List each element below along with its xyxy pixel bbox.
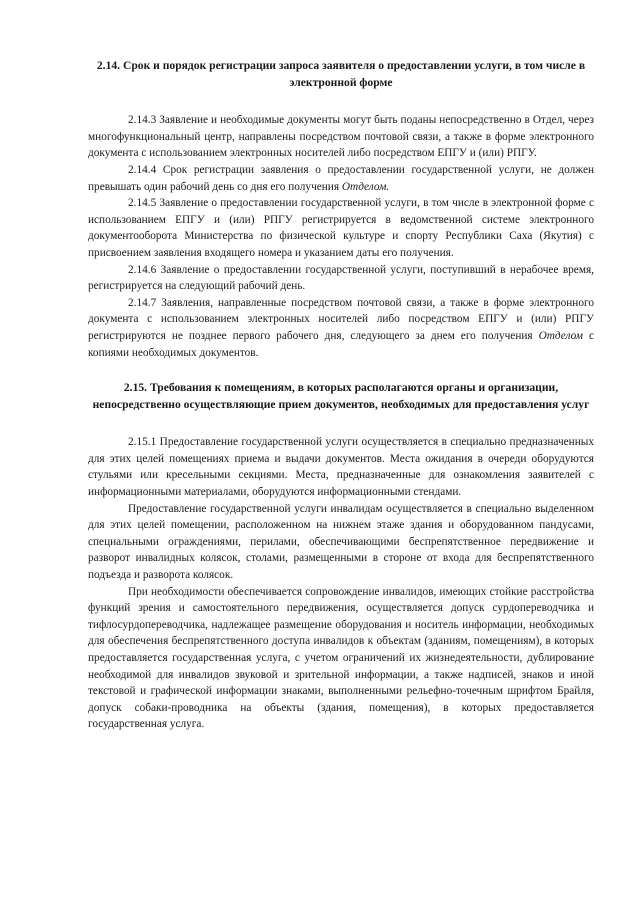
paragraph-text: Заявления, направленные посредством почтовой связи, а также в форме электронного документа с использованием электронных носителей либо посредством ЕПГУ и (или) РПГУ регистрируются не позднее первого рабочего дня, следующего за днем его получения: [88, 296, 595, 342]
paragraph-text: Предоставление государственной услуги осуществляется в специально предназначенных для этих целей помещениях приема и выдачи документов. Места ожидания в очереди оборудуются стульями или кресельными секциями. Места, предназначенные для ознакомления заявителей с информационными материалами, оборудуются информационными стендами.: [88, 436, 594, 499]
paragraph-number: 2.14.7: [128, 296, 157, 309]
paragraph-number: 2.15.1: [128, 436, 157, 449]
paragraph-number: 2.14.3: [128, 114, 157, 127]
emphasis-text: Отделом: [341, 180, 387, 193]
paragraph-2-14-4: [88, 162, 594, 195]
paragraph-2-15-1: [88, 434, 594, 500]
paragraph-2-14-7: [88, 295, 594, 361]
emphasis-text: Отделом: [538, 329, 584, 342]
paragraph-text-end: .: [386, 180, 390, 193]
paragraph-text: Заявление о предоставлении государственной услуги, поступивший в нерабочее время, регистрируется на следующий рабочий день.: [88, 263, 594, 293]
paragraph-text: Срок регистрации заявления о предоставлении государственной услуги, не должен превышать один рабочий день со дня его получения: [88, 163, 595, 193]
paragraph-disabled-access: Предоставление государственной услуги инвалидам осуществляется в специально выделенном для этих целей помещении, расположенном на нижнем этаже здания и оборудованном пандусами, специальными ограждениями, перилами, обеспечивающими беспрепятственное передвижение и разворот инвалидных колясок, столами, размещенными в стороне от входа для беспрепятственного подъезда и разворота колясок.: [88, 502, 594, 582]
section-2-14-heading: 2.14. Срок и порядок регистрации запроса заявителя о предоставлении услуги, в том числе в электронной форме: [96, 59, 586, 89]
paragraph-2-14-5: [88, 195, 594, 261]
paragraph-2-14-3: [88, 112, 594, 162]
paragraph-text: Заявление о предоставлении государственной услуги, в том числе в электронной форме с использованием ЕПГУ и (или) РПГУ регистрируется в ведомственной системе электронного документооборота Министерства по физической культуре и спорту Республики Саха (Якутия) с присвоением заявления входящего номера и указанием даты его получения.: [88, 197, 594, 259]
paragraph-disabled-support: При необходимости обеспечивается сопровождение инвалидов, имеющих стойкие расстройства функций зрения и самостоятельного передвижения, осуществляется допуск сурдопереводчика и тифлосурдопереводчика, надлежащее размещение оборудования и носитель информации, необходимых для обеспечения беспрепятственного доступа инвалидов к объектам (зданиям, помещениям), в которых предоставляется государственная услуга, с учетом ограничений их жизнедеятельности, дублирование необходимой для инвалидов звуковой и зрительной информации, а также надписей, знаков и иной текстовой и графической информации знаками, выполненными рельефно-точечным шрифтом Брайля, допуск собаки-проводника на объекты (здания, помещения), в которых предоставляется государственная услуга.: [88, 585, 594, 731]
paragraph-number: 2.14.6: [128, 263, 157, 276]
section-2-15-heading: 2.15. Требования к помещениям, в которых располагаются органы и организации, непосредственно осуществляющие прием документов, необходимых для предоставления услуг: [92, 381, 590, 411]
paragraph-2-14-6: [88, 262, 594, 295]
paragraph-text-end: с копиями необходимых документов.: [88, 329, 595, 359]
paragraph-text: Заявление и необходимые документы могут быть поданы непосредственно в Отдел, через многофункциональный центр, направлены посредством почтовой связи, а также в форме электронного документа с использованием электронных носителей либо посредством ЕПГУ и (или) РПГУ.: [88, 114, 594, 160]
paragraph-number: 2.14.4: [128, 163, 157, 176]
paragraph-number: 2.14.5: [128, 197, 157, 210]
